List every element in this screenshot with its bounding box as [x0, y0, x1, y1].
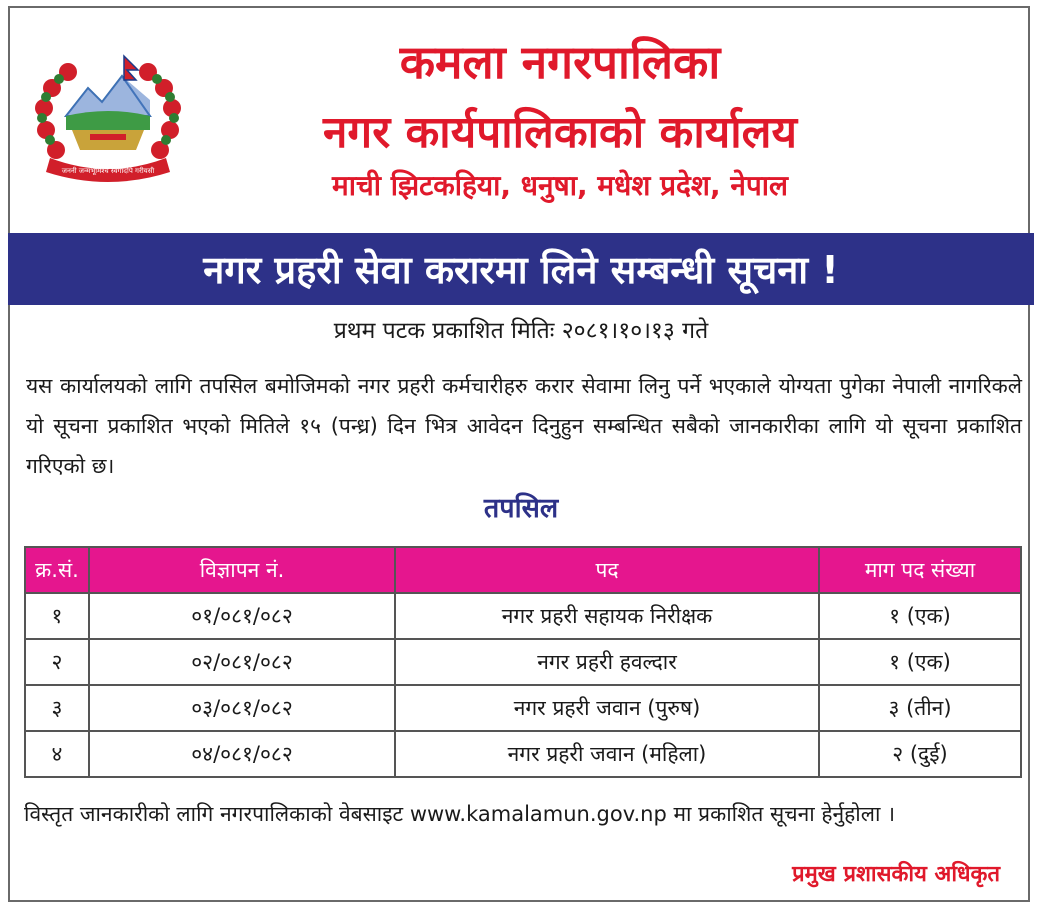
signatory-title: प्रमुख प्रशासकीय अधिकृत: [792, 862, 1000, 887]
municipality-name: कमला नगरपालिका: [399, 35, 721, 89]
cell-post: नगर प्रहरी हवल्दार: [395, 639, 819, 685]
nepal-emblem-icon: [26, 50, 190, 186]
table-header-row: [25, 547, 1021, 593]
published-date: प्रथम पटक प्रकाशित मितिः २०८१।१०।१३ गते: [333, 318, 709, 344]
cell-count: १ (एक): [819, 593, 1021, 639]
table-row: [25, 639, 1021, 685]
vacancy-table: [24, 546, 1022, 778]
cell-ad-number: ०२/०८१/०८२: [89, 639, 395, 685]
cell-count: १ (एक): [819, 639, 1021, 685]
office-address: माची झिटकहिया, धनुषा, मधेश प्रदेश, नेपाल: [331, 169, 789, 202]
svg-text:जननी जन्मभूमिश्च स्वर्गादपि गर: जननी जन्मभूमिश्च स्वर्गादपि गरीयसी: [61, 167, 155, 175]
cell-ad-number: ०४/०८१/०८२: [89, 731, 395, 777]
col-header-serial: क्र.सं.: [25, 547, 89, 593]
col-header-count: माग पद संख्या: [819, 547, 1021, 593]
table-row: [25, 685, 1021, 731]
office-name: नगर कार्यपालिकाको कार्यालय: [323, 107, 797, 158]
cell-serial: ४: [25, 731, 89, 777]
website-note: विस्तृत जानकारीको लागि नगरपालिकाको वेबसाइट www.kamalamun.gov.np मा प्रकाशित सूचना हेर्नुहोला ।: [24, 802, 896, 826]
col-header-post: पद: [395, 547, 819, 593]
cell-serial: १: [25, 593, 89, 639]
cell-ad-number: ०३/०८१/०८२: [89, 685, 395, 731]
cell-post: नगर प्रहरी सहायक निरीक्षक: [395, 593, 819, 639]
table-row: [25, 593, 1021, 639]
cell-ad-number: ०१/०८१/०८२: [89, 593, 395, 639]
cell-post: नगर प्रहरी जवान (महिला): [395, 731, 819, 777]
cell-post: नगर प्रहरी जवान (पुरुष): [395, 685, 819, 731]
notice-title: नगर प्रहरी सेवा करारमा लिने सम्बन्धी सूचना !: [203, 248, 839, 292]
notice-title-banner: [8, 233, 1034, 305]
col-header-ad-number: विज्ञापन नं.: [89, 547, 395, 593]
cell-serial: २: [25, 639, 89, 685]
cell-count: २ (दुई): [819, 731, 1021, 777]
table-row: [25, 731, 1021, 777]
cell-serial: ३: [25, 685, 89, 731]
details-heading: तपसिल: [483, 493, 559, 524]
cell-count: ३ (तीन): [819, 685, 1021, 731]
notice-body: यस कार्यालयको लागि तपसिल बमोजिमको नगर प्रहरी कर्मचारीहरु करार सेवामा लिनु पर्ने भएकाले योग्यता पुगेका नेपाली नागरिकले यो सूचना प्रकाशित भएको मितिले १५ (पन्ध्र) दिन भित्र आवेदन दिनुहुन सम्बन्धित सबैको जानकारीका लागि यो सूचना प्रकाशित गरिएको छ।: [26, 374, 1022, 478]
